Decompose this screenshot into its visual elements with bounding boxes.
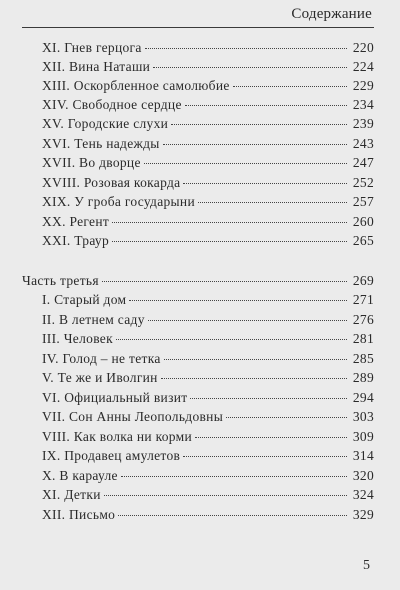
toc-entry	[22, 214, 374, 234]
dot-leader	[112, 241, 347, 242]
toc-entry	[22, 390, 374, 410]
toc-entry	[22, 155, 374, 175]
toc-entry-label: XII. Вина Наташи	[42, 59, 151, 74]
dot-leader	[153, 67, 347, 68]
toc-entry	[22, 409, 374, 429]
toc-entry	[22, 331, 374, 351]
toc-entry-page: 224	[352, 59, 374, 74]
toc-entry	[22, 40, 374, 60]
toc-entry	[22, 487, 374, 507]
dot-leader	[129, 300, 347, 301]
toc-entry-label: Часть третья	[22, 273, 99, 288]
dot-leader	[164, 359, 347, 360]
toc-entry-page: 234	[352, 97, 374, 112]
toc-entry-label: I. Старый дом	[42, 292, 127, 307]
dot-leader	[163, 144, 347, 145]
toc-entry-page: 276	[352, 312, 374, 327]
toc-entry-label: VIII. Как волка ни корми	[42, 429, 193, 444]
toc-entry-page: 294	[352, 390, 374, 405]
toc-entry-label: VI. Официальный визит	[42, 390, 188, 405]
dot-leader	[118, 515, 347, 516]
dot-leader	[183, 183, 347, 184]
dot-leader	[185, 105, 347, 106]
toc-entry-page: 239	[352, 116, 374, 131]
toc-entry-label: VII. Сон Анны Леопольдовны	[42, 409, 224, 424]
toc-entry-label: IX. Продавец амулетов	[42, 448, 181, 463]
toc-entry-page: 281	[352, 331, 374, 346]
toc-entry-label: XIII. Оскорбленное самолюбие	[42, 78, 230, 93]
toc-entry-label: XIV. Свободное сердце	[42, 97, 182, 112]
toc-entry-label: IV. Голод – не тетка	[42, 351, 161, 366]
toc-entry-page: 252	[352, 175, 374, 190]
toc-entry-page: 269	[352, 273, 374, 288]
dot-leader	[121, 476, 347, 477]
toc-entry	[22, 429, 374, 449]
toc-entry-page: 285	[352, 351, 374, 366]
toc-entry	[22, 78, 374, 98]
toc-entry-page: 271	[352, 292, 374, 307]
toc-entry	[22, 136, 374, 156]
toc-entry-label: XV. Городские слухи	[42, 116, 169, 131]
toc-entry	[22, 292, 374, 312]
dot-leader	[198, 202, 347, 203]
toc-entry-label: V. Те же и Иволгин	[42, 370, 158, 385]
page-number: 5	[363, 558, 370, 573]
page-title: Содержание	[291, 6, 372, 22]
dot-leader	[145, 48, 347, 49]
toc-entry-page: 257	[352, 194, 374, 209]
toc-entry-page: 289	[352, 370, 374, 385]
toc-entry	[22, 448, 374, 468]
dot-leader	[183, 456, 347, 457]
dot-leader	[144, 163, 347, 164]
toc-entry-page: 329	[352, 507, 374, 522]
toc-entry-page: 229	[352, 78, 374, 93]
toc-entry	[22, 175, 374, 195]
toc-entry-label: III. Человек	[42, 331, 113, 346]
dot-leader	[226, 417, 347, 418]
toc-entry-page: 220	[352, 40, 374, 55]
toc-entry-page: 309	[352, 429, 374, 444]
dot-leader	[116, 339, 347, 340]
toc-entry-page: 243	[352, 136, 374, 151]
toc-entry-page: 314	[352, 448, 374, 463]
dot-leader	[148, 320, 347, 321]
toc-entry-label: XX. Регент	[42, 214, 110, 229]
toc-entry	[22, 116, 374, 136]
toc-entry-label: II. В летнем саду	[42, 312, 145, 327]
toc-entry	[22, 370, 374, 390]
toc-entry	[22, 194, 374, 214]
toc-entry-label: XI. Гнев герцога	[42, 40, 142, 55]
toc-entry-label: XVIII. Розовая кокарда	[42, 175, 181, 190]
toc-entry-label: XVI. Тень надежды	[42, 136, 160, 151]
dot-leader	[161, 378, 347, 379]
dot-leader	[195, 437, 347, 438]
toc-entry	[22, 507, 374, 527]
toc-entry-page: 320	[352, 468, 374, 483]
dot-leader	[104, 495, 347, 496]
toc-entry-label: XVII. Во дворце	[42, 155, 141, 170]
toc-entry	[22, 59, 374, 79]
toc-entry-label: XIX. У гроба государыни	[42, 194, 195, 209]
toc-entry	[22, 233, 374, 253]
toc-entry	[22, 351, 374, 371]
toc-entry-label: X. В карауле	[42, 468, 118, 483]
toc-entry-page: 303	[352, 409, 374, 424]
toc-entry-page: 260	[352, 214, 374, 229]
dot-leader	[112, 222, 347, 223]
dot-leader	[233, 86, 347, 87]
toc-part-heading	[22, 273, 374, 293]
toc-entry-page: 265	[352, 233, 374, 248]
toc-entry-label: XI. Детки	[42, 487, 101, 502]
toc-entry-page: 324	[352, 487, 374, 502]
toc-entry-label: XII. Письмо	[42, 507, 116, 522]
dot-leader	[171, 124, 347, 125]
dot-leader	[102, 281, 347, 282]
dot-leader	[190, 398, 347, 399]
toc-entry	[22, 312, 374, 332]
toc-entry-page: 247	[352, 155, 374, 170]
toc-entry-label: XXI. Траур	[42, 233, 110, 248]
toc-entry	[22, 97, 374, 117]
toc-entry	[22, 468, 374, 488]
